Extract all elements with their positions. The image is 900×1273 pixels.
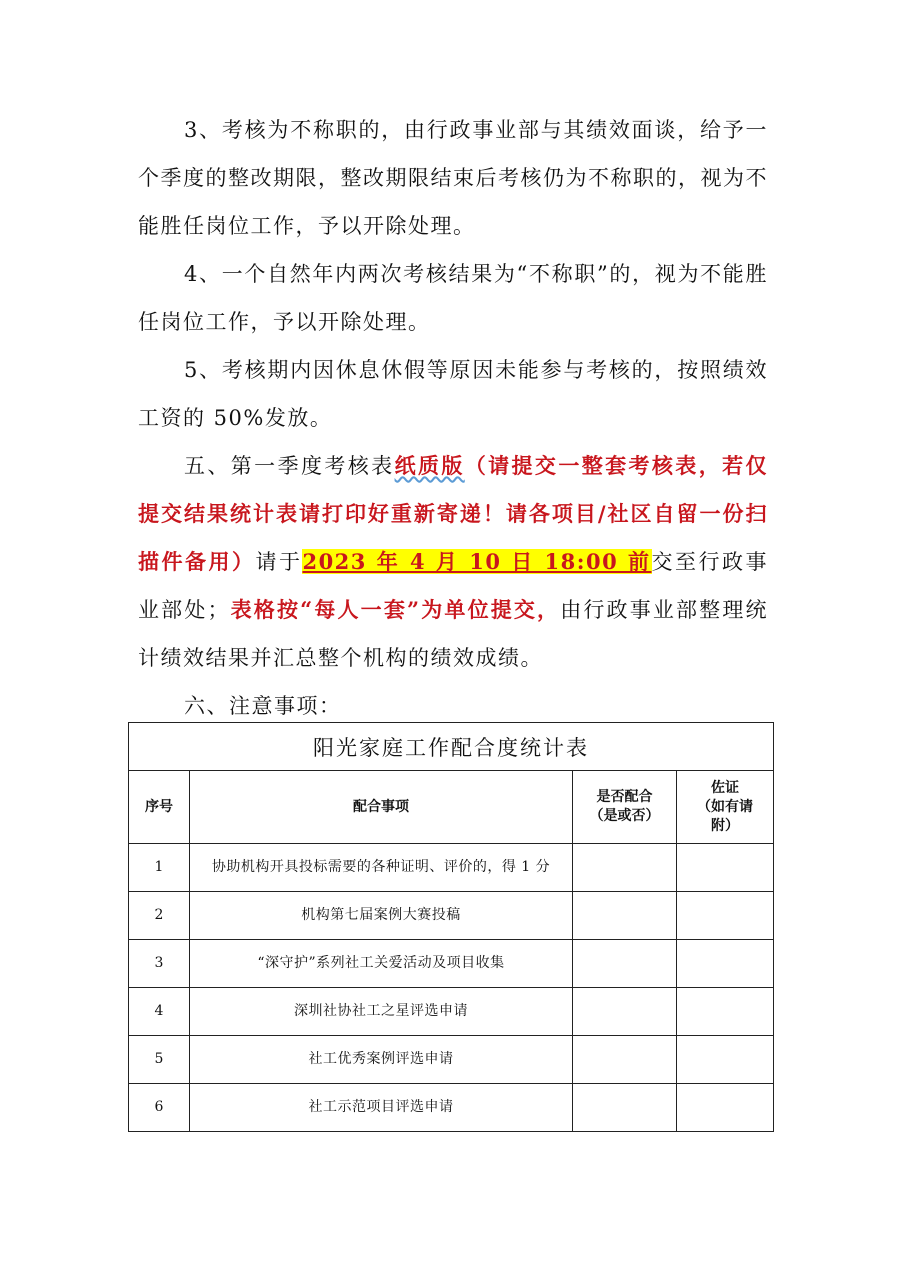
row-proof-cell [677,940,774,988]
header-seq: 序号 [129,771,190,844]
section-five-lead: 五、第一季度考核表 [184,454,395,478]
row-proof-cell [677,844,774,892]
paper-version-emphasis: 纸质版 [394,453,465,478]
cooperation-stats-table [128,722,774,1132]
row-seq: 2 [129,892,190,940]
table-row [129,892,774,940]
table-row [129,844,774,892]
deadline-highlight: 2023 年 4 月 10 日 18:00 前 [302,549,652,574]
table-header-row [129,771,774,844]
deliver-to-text: 交至行政事业部处； [138,550,768,622]
table-row [129,1084,774,1132]
table-row [129,1036,774,1084]
row-cooperation-cell [573,1084,677,1132]
row-cooperation-cell [573,988,677,1036]
table-row [129,988,774,1036]
section-five-tail: 由行政事业部整理统计绩效结果并汇总整个机构的绩效成绩。 [138,598,769,670]
table-title: 阳光家庭工作配合度统计表 [129,723,774,771]
header-cooperation [573,771,677,844]
row-item: 深圳社协社工之星评选申请 [190,988,573,1036]
table-row [129,940,774,988]
deadline-lead: 请于 [255,550,303,574]
paragraph-item-5: 5、考核期内因休息休假等原因未能参与考核的，按照绩效工资的 50%发放。 [138,358,768,430]
row-seq: 3 [129,940,190,988]
row-seq: 5 [129,1036,190,1084]
paragraph-item-3: 3、考核为不称职的，由行政事业部与其绩效面谈，给予一个季度的整改期限，整改期限结束后考核仍为不称职的，视为不能胜任岗位工作，予以开除处理。 [138,118,768,238]
header-proof-line-3: 附） [711,817,739,834]
row-seq: 1 [129,844,190,892]
row-proof-cell [677,1036,774,1084]
header-cooperation-line-2: （是或否） [589,808,660,824]
row-cooperation-cell [573,892,677,940]
row-item: “深守护”系列社工关爱活动及项目收集 [190,940,573,988]
row-cooperation-cell [573,940,677,988]
header-proof [677,771,774,844]
header-proof-line-2: （如有请 [697,798,753,815]
header-item: 配合事项 [190,771,573,844]
row-seq: 6 [129,1084,190,1132]
paragraph-section-five [138,442,768,682]
per-person-emphasis: 表格按“每人一套”为单位提交， [229,597,561,622]
row-item: 社工优秀案例评选申请 [190,1036,573,1084]
row-cooperation-cell [573,844,677,892]
row-cooperation-cell [573,1036,677,1084]
row-proof-cell [677,892,774,940]
row-item: 社工示范项目评选申请 [190,1084,573,1132]
paragraph-section-six: 六、注意事项： [184,694,342,718]
row-proof-cell [677,988,774,1036]
submission-note-emphasis: （请提交一整套考核表，若仅提交结果统计表请打印好重新寄递！请各项目/社区自留一份扫描件备用） [138,453,768,574]
row-item: 机构第七届案例大赛投稿 [190,892,573,940]
header-proof-line-1: 佐证 [711,779,739,796]
row-seq: 4 [129,988,190,1036]
header-cooperation-line-1: 是否配合 [596,789,653,805]
paragraph-item-4: 4、一个自然年内两次考核结果为“不称职”的，视为不能胜任岗位工作，予以开除处理。 [138,262,768,334]
row-item: 协助机构开具投标需要的各种证明、评价的，得 1 分 [190,844,573,892]
row-proof-cell [677,1084,774,1132]
